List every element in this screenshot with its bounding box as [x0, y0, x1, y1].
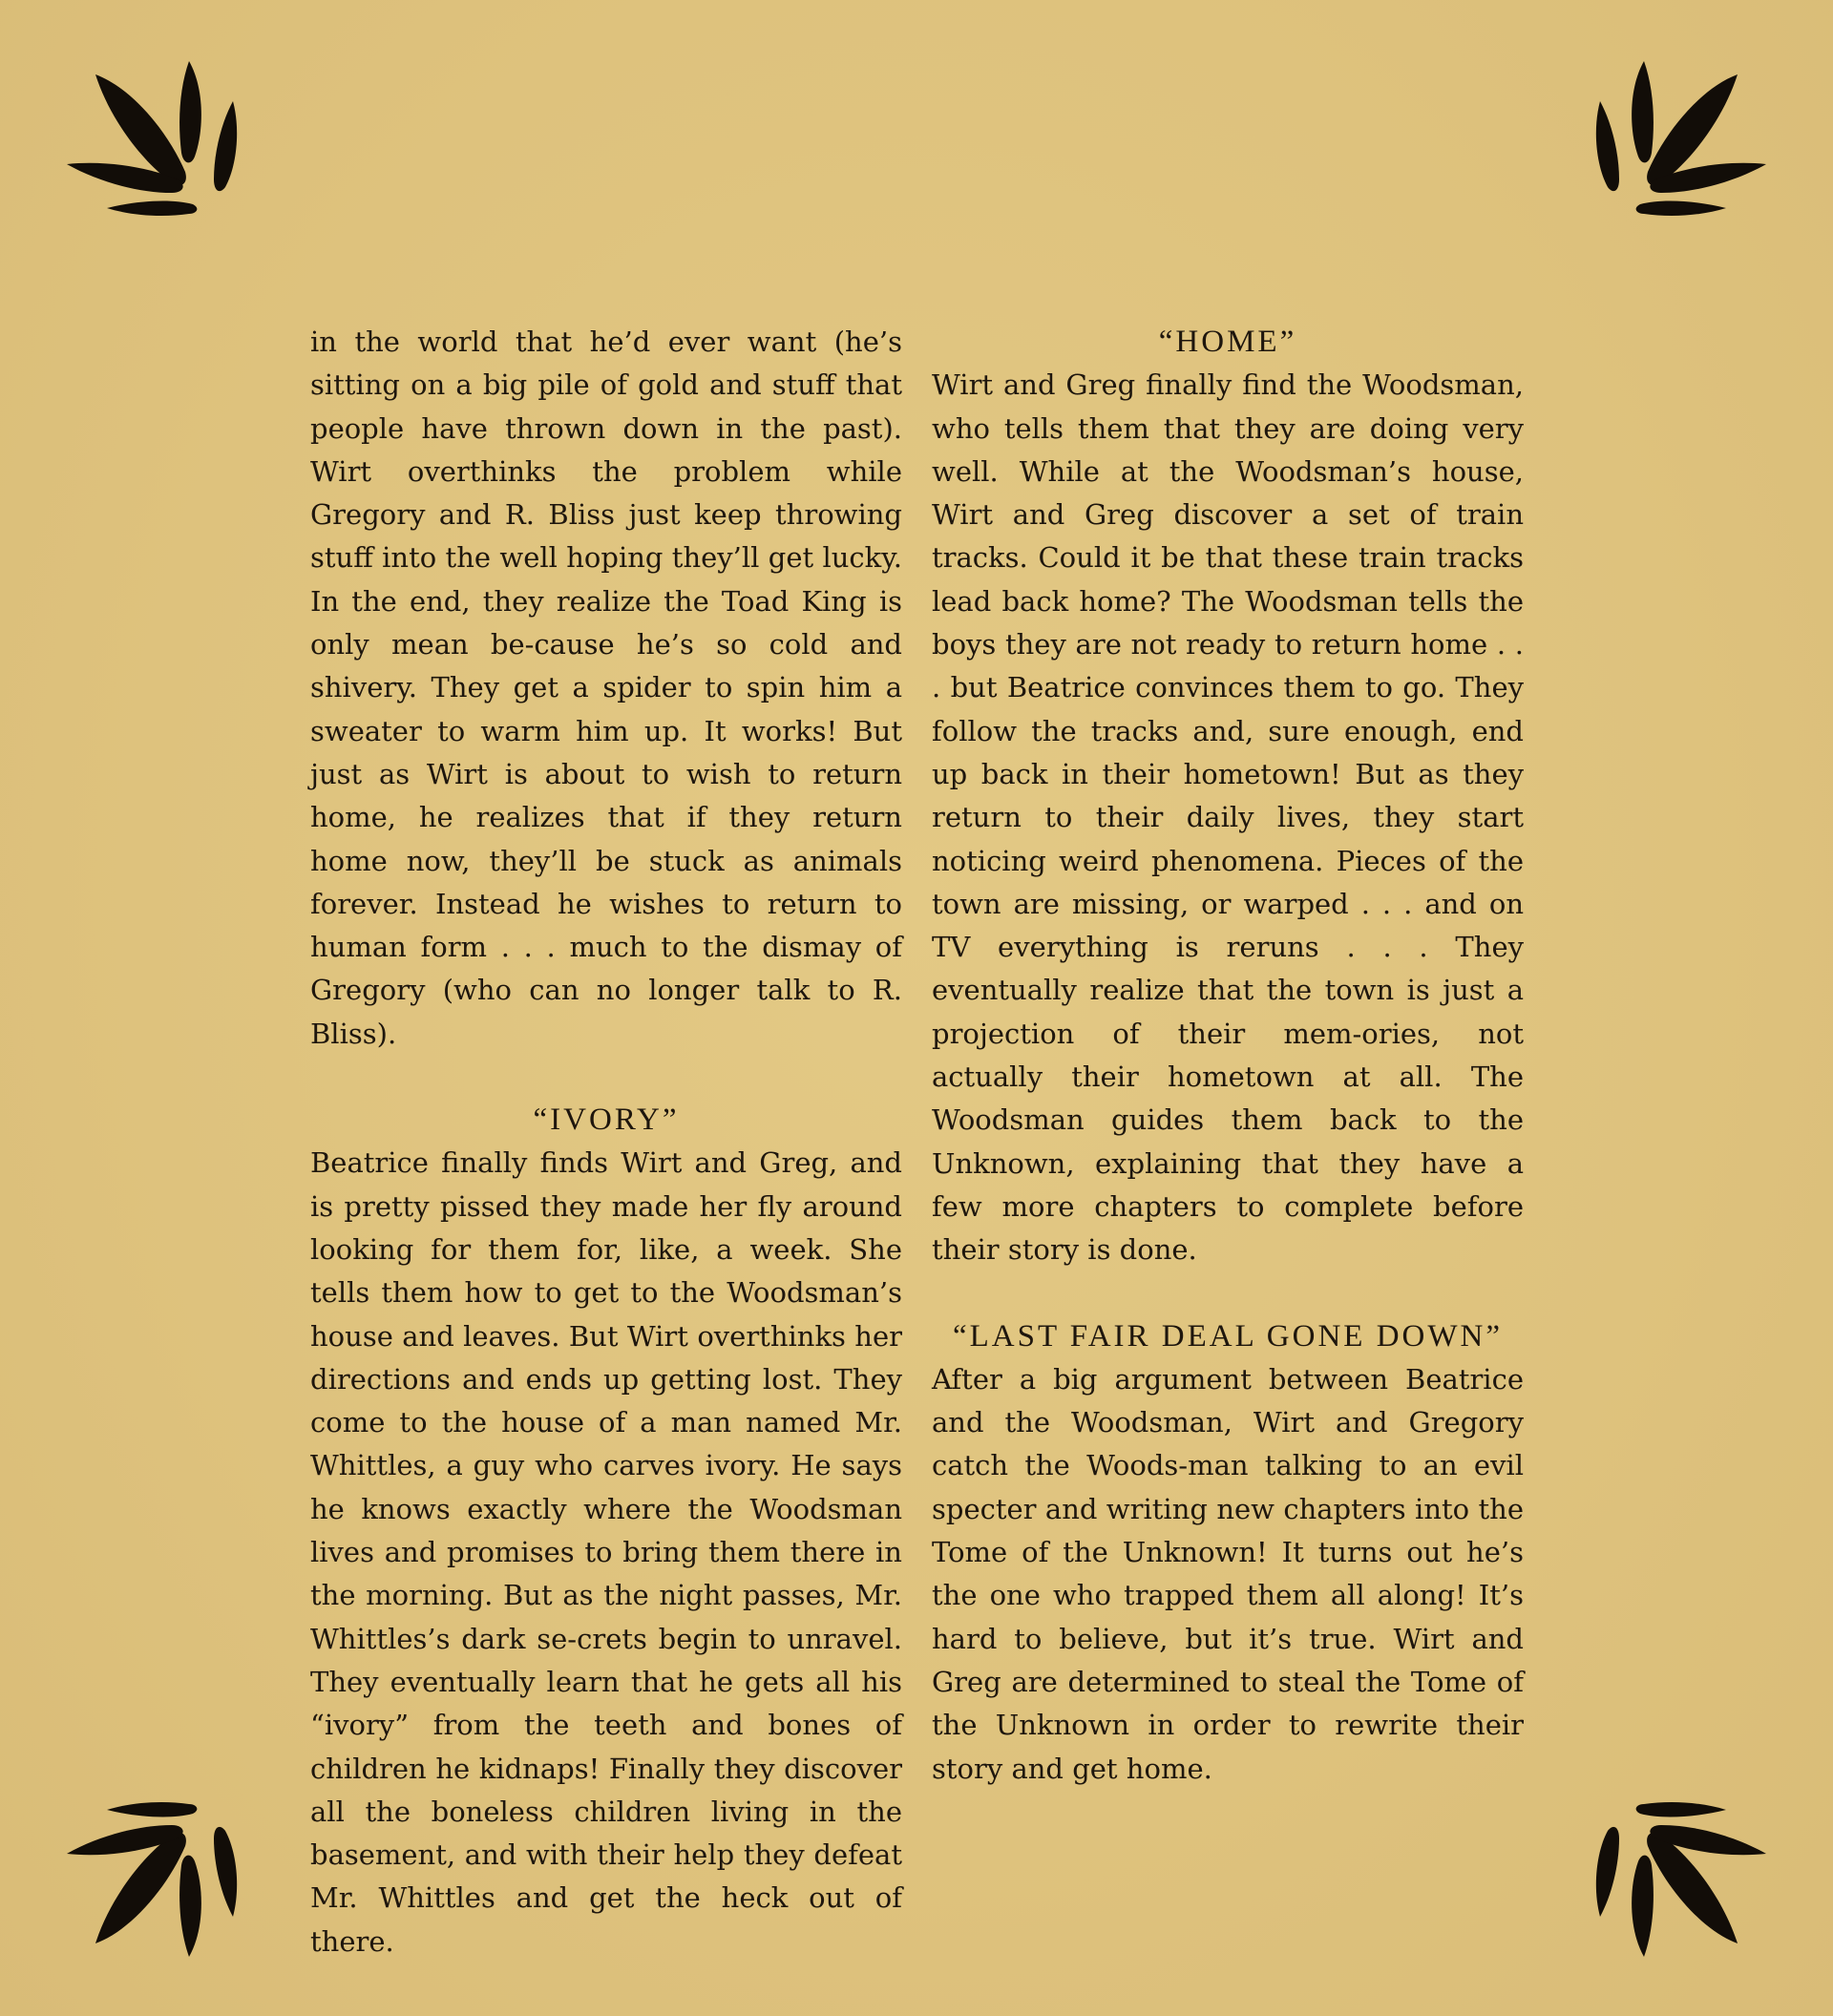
last-fair-deal-paragraph: After a big argument between Beatrice and the Woodsman, Wirt and Gregory catch the Woods-man talking to an evil specter and writing new chapters into the Tome of the Unknown! It turns out he’s the one who trapped them all along! It’s hard to believe, but it’s true. Wirt and Greg are determined to steal the Tome of the Unknown in order to rewrite their story and get home.: [932, 1362, 1524, 1785]
home-paragraph: Wirt and Greg finally find the Woodsman, who tells them that they are doing very well. While at the Woodsman’s house, Wirt and Greg discover a set of train tracks. Could it be that these train tracks lead back home? The Woodsman tells the boys they are not ready to return home . . . but Beatrice convinces them to go. They follow the tracks and, sure enough, end up back in their hometown! But as they return to their daily lives, they start noticing weird phenomena. Pieces of the town are missing, or warped . . . and on TV everything is reruns . . . They eventually realize that the town is just a projection of their mem-ories, not actually their hometown at all. The Woodsman guides them back to the Unknown, explaining that they have a few more chapters to complete before their story is done.: [932, 368, 1524, 1267]
right-text-column: [932, 321, 1524, 1791]
home-heading: “HOME”: [1158, 325, 1297, 359]
last-fair-deal-heading: “LAST FAIR DEAL GONE DOWN”: [953, 1318, 1503, 1354]
ivory-heading: “IVORY”: [533, 1102, 680, 1138]
leaf-ornament-icon: [65, 1787, 256, 1959]
leaf-ornament-icon: [1577, 59, 1768, 231]
section-spacer: [932, 1272, 1524, 1315]
toad-king-paragraph: in the world that he’d ever want (he’s sitting on a big pile of gold and stuff that people have thrown down in the past). Wirt overthinks the problem while Gregory and R. Bliss just keep throwing stuff into the well hoping they’ll get lucky. In the end, they realize the Toad King is only mean be-cause he’s so cold and shivery. They get a spider to spin him a sweater to warm him up. It works! But just as Wirt is about to wish to return home, he realizes that if they return home now, they’ll be stuck as animals forever. Instead he wishes to return to human form . . . much to the dismay of Gregory (who can no longer talk to R. Bliss).: [310, 326, 902, 1050]
leaf-ornament-icon: [1577, 1787, 1768, 1959]
left-text-column: [310, 321, 902, 1964]
leaf-ornament-icon: [65, 59, 256, 231]
ivory-paragraph: Beatrice finally finds Wirt and Greg, and is pretty pissed they made her fly around looking for them for, like, a week. She tells them how to get to the Woodsman’s house and leaves. But Wirt overthinks her directions and ends up getting lost. They come to the house of a man named Mr. Whittles, a guy who carves ivory. He says he knows exactly where the Woodsman lives and promises to bring them there in the morning. But as the night passes, Mr. Whittles’s dark se-crets begin to unravel. They eventually learn that he gets all his “ivory” from the teeth and bones of children he kidnaps! Finally they discover all the boneless children living in the basement, and with their help they defeat Mr. Whittles and get the heck out of there.: [310, 1146, 902, 1958]
section-spacer: [310, 1056, 902, 1099]
